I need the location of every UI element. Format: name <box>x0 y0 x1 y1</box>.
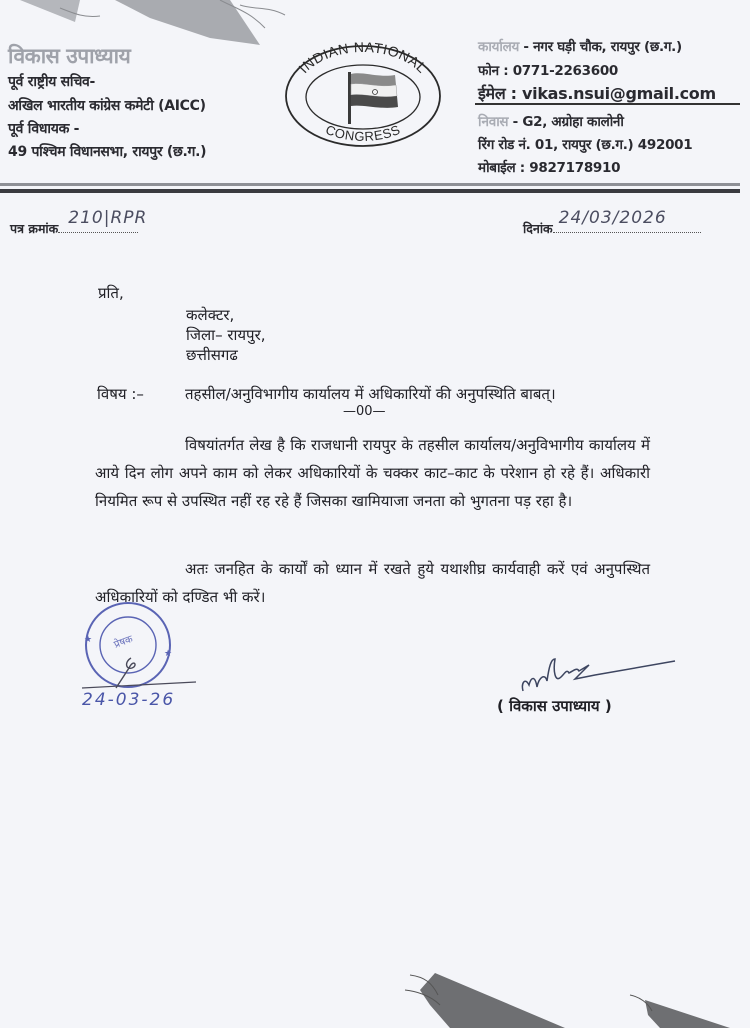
salutation: प्रति, <box>98 284 124 302</box>
phone-number: फोन : 0771-2263600 <box>478 63 619 79</box>
residence-label: निवास <box>478 114 509 130</box>
letter-number-dots <box>58 208 148 233</box>
inc-logo <box>283 42 443 150</box>
office-label: कार्यालय <box>478 39 519 55</box>
subject-text: तहसील/अनुविभागीय कार्यालय में अधिकारियों की अनुपस्थिति बाबत्। <box>185 385 556 403</box>
email-address: ईमेल : vikas.nsui@gmail.com <box>478 84 716 103</box>
header-divider-thick <box>0 189 740 193</box>
letterhead-name: विकास उपाध्याय <box>8 44 131 68</box>
date-field <box>523 208 701 237</box>
brush-stroke-decoration-bottom <box>390 965 750 1028</box>
office-address <box>478 37 682 55</box>
letter-number-field <box>10 208 148 237</box>
svg-text:INDIAN NATIONAL: INDIAN NATIONAL <box>295 42 431 77</box>
svg-text:प्रेषक: प्रेषक <box>112 633 135 651</box>
stamp-handwritten-date: 24-03-26 <box>82 690 176 710</box>
signatory-name: ( विकास उपाध्याय ) <box>497 697 612 715</box>
receipt-stamp <box>76 600 196 700</box>
mobile-number: मोबाईल : 9827178910 <box>478 160 621 176</box>
flag-icon <box>283 42 443 150</box>
date-dots <box>553 208 701 233</box>
recipient-line-2: जिला– रायपुर, <box>186 326 266 344</box>
body-paragraph-2: अतः जनहित के कार्यों को ध्यान में रखते हुये यथाशीघ्र कार्यवाही करें एवं अनुपस्थित अधिकारियों को दण्डित भी करें। <box>95 560 650 606</box>
date-label: दिनांक <box>523 221 553 236</box>
recipient-line-1: कलेक्टर, <box>186 306 235 324</box>
letterhead-line-4: 49 पश्चिम विधानसभा, रायपुर (छ.ग.) <box>8 144 207 160</box>
signature-scribble <box>515 655 685 695</box>
letter-number-value: 210|RPR <box>68 208 148 228</box>
svg-text:★: ★ <box>84 635 93 645</box>
date-value: 24/03/2026 <box>558 208 667 228</box>
letterhead-line-3: पूर्व विधायक - <box>8 121 80 137</box>
office-value: - नगर घड़ी चौक, रायपुर (छ.ग.) <box>518 39 682 55</box>
subject-separator: —00— <box>343 404 386 419</box>
svg-text:CONGRESS: CONGRESS <box>323 121 403 144</box>
letter-number-label: पत्र क्रमांक <box>10 221 59 236</box>
letterhead-line-2: अखिल भारतीय कांग्रेस कमेटी (AICC) <box>8 98 206 114</box>
residence-address <box>478 112 624 130</box>
body-paragraph-1: विषयांतर्गत लेख है कि राजधानी रायपुर के तहसील कार्यालय/अनुविभागीय कार्यालय में आये दिन लोग अपने काम को लेकर अधिकारियों के चक्कर काट–काट के परेशान हो रहे हैं। अधिकारी नियमित रूप से उपस्थित नहीं रह रहे हैं जिसका खामियाजा जनता को भुगतना पड़ रहा है। <box>95 436 650 510</box>
subject-label: विषय :– <box>97 385 144 403</box>
letterhead-line-1: पूर्व राष्ट्रीय सचिव- <box>8 74 96 90</box>
email-underline <box>475 103 740 105</box>
header-divider-thin <box>0 183 740 186</box>
residence-line-2: रिंग रोड नं. 01, रायपुर (छ.ग.) 492001 <box>478 137 693 153</box>
svg-text:★: ★ <box>164 649 173 659</box>
recipient-line-3: छत्तीसगढ <box>186 346 238 364</box>
stamp-seal-icon <box>76 600 196 700</box>
residence-value: - G2, अग्रोहा कालोनी <box>508 114 624 130</box>
